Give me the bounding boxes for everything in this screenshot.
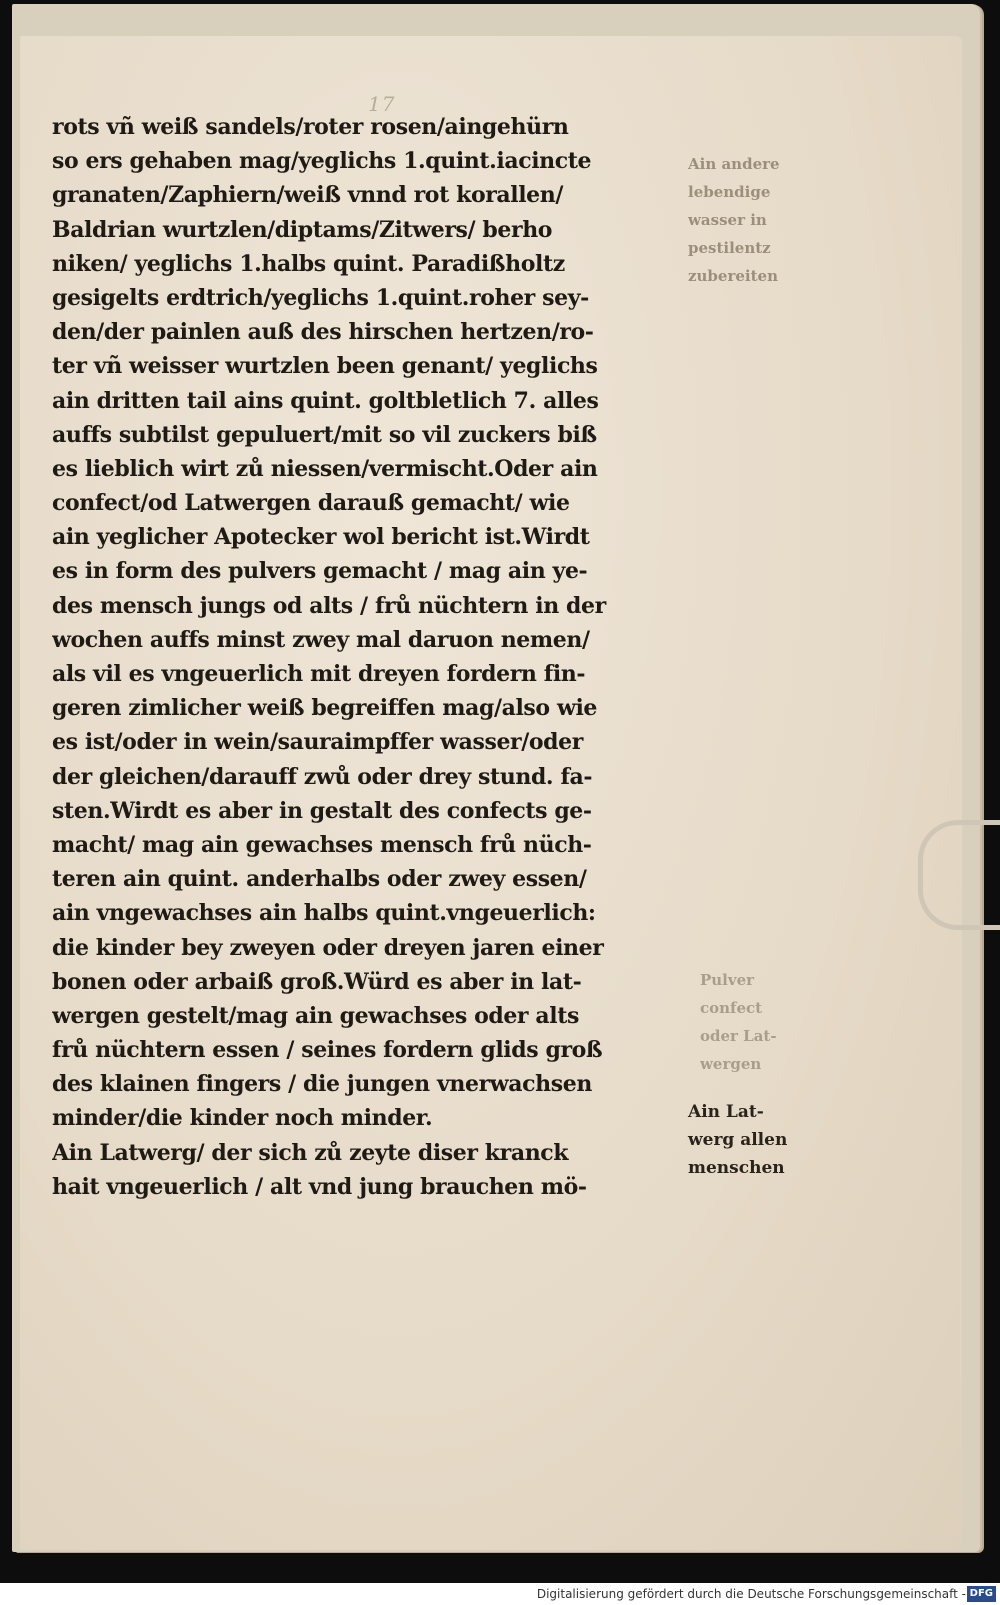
margin-note-line: Ain Lat- bbox=[688, 1102, 764, 1122]
text-line: ain dritten tail ains quint. goltbletlich 7. alles bbox=[52, 387, 599, 414]
bleed-through-text-lower bbox=[700, 966, 820, 1078]
text-line: confect/od Latwergen darauß gemacht/ wie bbox=[52, 490, 570, 517]
margin-note-line: werg allen bbox=[688, 1130, 788, 1150]
bleed-line: oder Lat- bbox=[700, 1027, 777, 1045]
bleed-line: confect bbox=[700, 999, 763, 1017]
margin-note-line: menschen bbox=[688, 1158, 785, 1178]
text-line: als vil es vngeuerlich mit dreyen fordern fin- bbox=[52, 661, 586, 687]
text-line: niken/ yeglichs 1.halbs quint. Paradißholtz bbox=[52, 250, 565, 277]
bleed-through-text-upper bbox=[688, 150, 818, 290]
text-line: es lieblich wirt zů niessen/vermischt.Oder ain bbox=[52, 455, 598, 482]
text-line: wochen auffs minst zwey mal daruon nemen/ bbox=[52, 626, 590, 653]
margin-note bbox=[688, 1098, 818, 1182]
bleed-line: zubereiten bbox=[688, 267, 778, 285]
text-line: den/der painlen auß des hirschen hertzen/ro- bbox=[52, 319, 594, 346]
text-line: des klainen fingers / die jungen vnerwachsen bbox=[52, 1071, 592, 1098]
bleed-line: wasser in bbox=[688, 211, 767, 229]
text-line: Baldrian wurtzlen/diptams/Zitwers/ berho bbox=[52, 216, 553, 243]
bleed-line: pestilentz bbox=[688, 239, 771, 257]
text-line: gesigelts erdtrich/yeglichs 1.quint.roher sey- bbox=[52, 284, 589, 311]
text-line: wergen gestelt/mag ain gewachses oder alts bbox=[52, 1002, 579, 1029]
footer-credit: Digitalisierung gefördert durch die Deutsche Forschungsgemeinschaft - bbox=[536, 1587, 966, 1601]
page-clip bbox=[918, 820, 1000, 930]
text-line: geren zimlicher weiß begreiffen mag/also wie bbox=[52, 695, 598, 722]
text-line: es in form des pulvers gemacht / mag ain ye- bbox=[52, 558, 588, 585]
text-line: die kinder bey zweyen oder dreyen jaren einer bbox=[52, 934, 604, 961]
main-text-block bbox=[52, 110, 677, 1204]
bleed-line: Ain andere bbox=[688, 155, 780, 173]
text-line: granaten/Zaphiern/weiß vnnd rot korallen/ bbox=[52, 182, 564, 209]
text-line: auffs subtilst gepuluert/mit so vil zuckers biß bbox=[52, 421, 597, 448]
text-line: ain vngewachses ain halbs quint.vngeuerlich: bbox=[52, 900, 596, 927]
bleed-line: lebendige bbox=[688, 183, 771, 201]
text-line: ter vñ weisser wurtzlen been genant/ yeglichs bbox=[52, 353, 598, 380]
text-line: frů nüchtern essen / seines fordern glids groß bbox=[52, 1037, 603, 1064]
text-line: so ers gehaben mag/yeglichs 1.quint.iacincte bbox=[52, 148, 592, 175]
text-line: des mensch jungs od alts / frů nüchtern in der bbox=[52, 592, 606, 619]
text-line: bonen oder arbaiß groß.Würd es aber in lat- bbox=[52, 968, 582, 995]
text-line: ain yeglicher Apotecker wol bericht ist.Wirdt bbox=[52, 524, 590, 551]
text-line: hait vngeuerlich / alt vnd jung brauchen mö- bbox=[52, 1173, 587, 1200]
text-line: macht/ mag ain gewachses mensch frů nüch- bbox=[52, 831, 592, 858]
text-line: Ain Latwerg/ der sich zů zeyte diser kranck bbox=[52, 1139, 569, 1166]
bleed-line: wergen bbox=[700, 1055, 762, 1073]
text-line: der gleichen/darauff zwů oder drey stund. fa- bbox=[52, 763, 593, 790]
dfg-logo: DFG bbox=[967, 1586, 996, 1602]
text-line: sten.Wirdt es aber in gestalt des confects ge- bbox=[52, 797, 592, 824]
text-line: minder/die kinder noch minder. bbox=[52, 1105, 433, 1132]
text-line: teren ain quint. anderhalbs oder zwey essen/ bbox=[52, 866, 587, 893]
bleed-line: Pulver bbox=[700, 971, 755, 989]
text-line: rots vñ weiß sandels/roter rosen/aingehürn bbox=[52, 114, 569, 140]
footer-bar bbox=[0, 1583, 1000, 1605]
text-line: es ist/oder in wein/sauraimpffer wasser/oder bbox=[52, 729, 583, 756]
page-number: 17 bbox=[368, 92, 396, 116]
